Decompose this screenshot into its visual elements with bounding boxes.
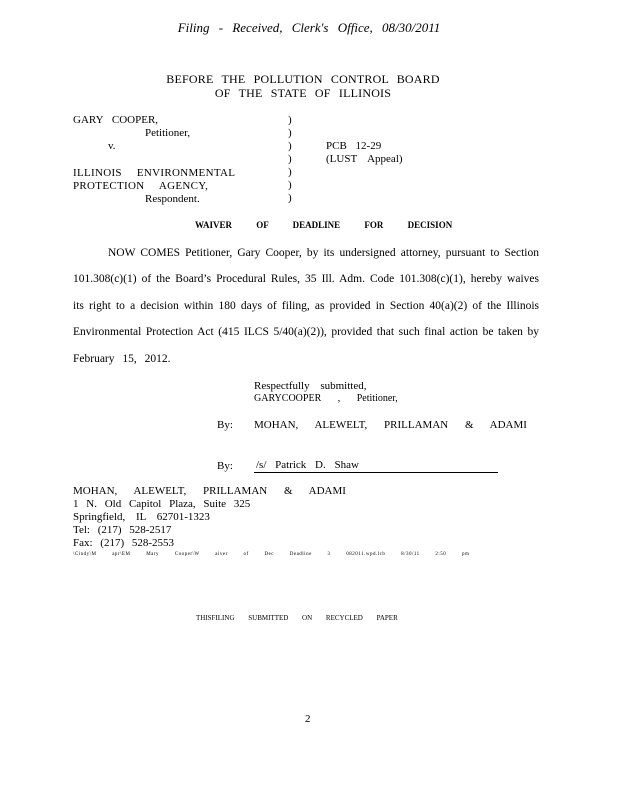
respondent-role: Respondent. bbox=[145, 193, 200, 205]
petitioner-role: Petitioner, bbox=[145, 127, 191, 139]
document-title: WAIVER OF DEADLINE FOR DECISION bbox=[195, 220, 453, 230]
by-label: By: bbox=[217, 419, 233, 431]
caption-paren: ) bbox=[288, 166, 292, 178]
court-name-line1: BEFORE THE POLLUTION CONTROL BOARD bbox=[166, 72, 440, 86]
signature-line bbox=[254, 472, 498, 473]
address-city: Springfield, IL 62701-1323 bbox=[73, 511, 210, 523]
page-number: 2 bbox=[305, 713, 311, 725]
recycled-paper-note: THISFILING SUBMITTED ON RECYCLED PAPER bbox=[196, 614, 398, 622]
respondent-line1: ILLINOIS ENVIRONMENTAL bbox=[73, 167, 236, 179]
versus-label: v. bbox=[108, 140, 116, 152]
address-firm: MOHAN, ALEWELT, PRILLAMAN & ADAMI bbox=[73, 485, 346, 497]
filing-stamp: Filing - Received, Clerk's Office, 08/30/2011 bbox=[177, 20, 441, 35]
electronic-signature: /s/ Patrick D. Shaw bbox=[256, 459, 359, 471]
body-line-2: 101.308(c)(1) of the Board’s Procedural Rules, 35 Ill. Adm. Code 101.308(c)(1), hereby waives bbox=[73, 273, 539, 285]
respondent-line2: PROTECTION AGENCY, bbox=[73, 180, 209, 192]
party-line: GARYCOOPER , Petitioner, bbox=[254, 393, 398, 404]
address-telephone: Tel: (217) 528-2517 bbox=[73, 524, 172, 536]
court-name-line2: OF THE STATE OF ILLINOIS bbox=[214, 86, 392, 100]
petitioner-name: GARY COOPER, bbox=[73, 114, 159, 126]
signing-firm: MOHAN, ALEWELT, PRILLAMAN & ADAMI bbox=[254, 419, 527, 431]
caption-paren: ) bbox=[288, 192, 292, 204]
body-line-3: its right to a decision within 180 days of filing, as provided in Section 40(a)(2) of the Illinois bbox=[73, 300, 539, 312]
caption-paren: ) bbox=[288, 153, 292, 165]
caption-paren: ) bbox=[288, 114, 292, 126]
body-line-4: Environmental Protection Act (415 ILCS 5/40(a)(2)), provided that such final action be taken by bbox=[73, 326, 539, 338]
case-type: (LUST Appeal) bbox=[326, 153, 403, 165]
address-street: 1 N. Old Capitol Plaza, Suite 325 bbox=[73, 498, 251, 510]
body-line-1: NOW COMES Petitioner, Gary Cooper, by its undersigned attorney, pursuant to Section bbox=[108, 247, 539, 259]
respectfully-submitted: Respectfully submitted, bbox=[254, 380, 367, 392]
file-path-footer: \Cindy\M apr\EM Mary Cooper\W aiver of Dec Deadline 3 082011.wpd.lcb 8/30/11 2:50 pm bbox=[73, 552, 470, 557]
address-fax: Fax: (217) 528-2553 bbox=[73, 537, 175, 549]
body-line-5: February 15, 2012. bbox=[73, 353, 171, 365]
by-label: By: bbox=[217, 460, 233, 472]
caption-paren: ) bbox=[288, 127, 292, 139]
case-number: PCB 12-29 bbox=[326, 140, 382, 152]
caption-paren: ) bbox=[288, 179, 292, 191]
caption-paren: ) bbox=[288, 140, 292, 152]
